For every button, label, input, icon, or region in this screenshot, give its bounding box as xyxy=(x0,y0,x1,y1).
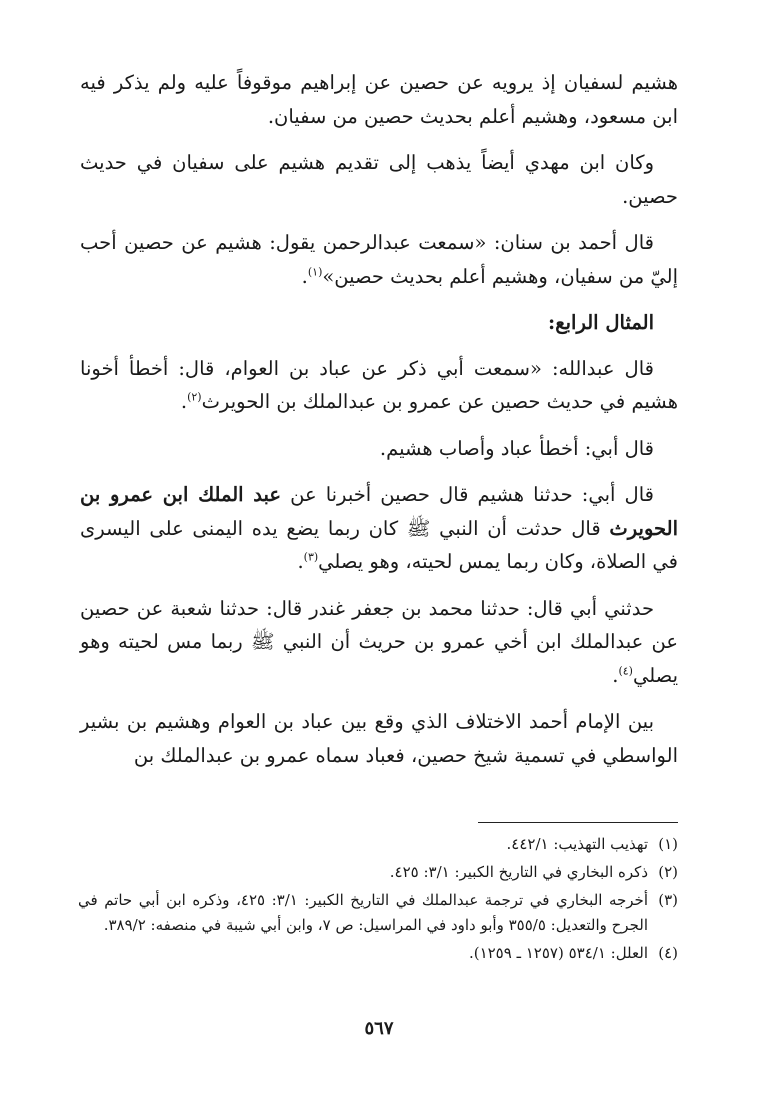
footnote xyxy=(78,832,678,857)
paragraph-3: قال أحمد بن سنان: «سمعت عبدالرحمن يقول: هشيم عن حصين أحب إليّ من سفيان، وهشيم أعلم بحديث حصين»$^{(١)}$. xyxy=(80,231,678,288)
footnote-number: (١) xyxy=(658,835,678,853)
footnote xyxy=(78,860,678,885)
paragraph-5: قال أبي: أخطأ عباد وأصاب هشيم. xyxy=(379,436,654,460)
paragraph-1: هشيم لسفيان إذ يرويه عن حصين عن إبراهيم موقوفاً عليه ولم يذكر فيه ابن مسعود، وهشيم أعلم بحديث حصين من سفيان. xyxy=(80,71,678,128)
footnote-text: ذكره البخاري في التاريخ الكبير: ٣/١: ٤٢٥. xyxy=(389,863,648,881)
footnote-number: (٣) xyxy=(658,891,678,909)
footnote-ref-1: (١) xyxy=(307,265,323,278)
paragraph-2: وكان ابن مهدي أيضاً يذهب إلى تقديم هشيم على سفيان في حديث حصين. xyxy=(80,151,678,208)
footnote-divider xyxy=(478,822,678,823)
paragraph-3-text: قال أحمد بن سنان: «سمعت عبدالرحمن يقول: هشيم عن حصين أحب إليّ من سفيان، وهشيم أعلم بحديث حصين» xyxy=(80,231,678,288)
footnote-ref-2: (٢) xyxy=(187,390,202,404)
footnote-text: العلل: ٥٣٤/١ (١٢٥٧ ـ ١٢٥٩). xyxy=(468,944,648,962)
footnote-ref-4: (٤) xyxy=(618,664,633,677)
footnote-text: تهذيب التهذيب: ٤٤٢/١. xyxy=(506,835,648,853)
footnote xyxy=(78,941,678,966)
paragraph-7: حدثني أبي قال: حدثنا محمد بن جعفر غندر قال: حدثنا شعبة عن حصين عن عبدالملك ابن أخي عمرو بن حريث أن النبي ﷺ ربما مس لحيته وهو يصلي$^{(٤)}$. xyxy=(80,596,678,687)
footnote-text: أخرجه البخاري في ترجمة عبدالملك في التاريخ الكبير: ٣/١: ٤٢٥، وذكره ابن أبي حاتم في الجرح والتعديل: ٣٥٥/٥ وأبو داود في المراسيل: ص ٧، وابن أبي شيبة في منصفه: ٣٨٩/٢. xyxy=(78,891,648,934)
paragraph-6-bold-name: عبد الملك ابن عمرو بن الحويرث xyxy=(80,483,678,540)
paragraph-8: بين الإمام أحمد الاختلاف الذي وقع بين عباد بن العوام وهشيم بن بشير الواسطي في تسمية شيخ حصين، فعباد سماه عمرو بن عبدالملك بن xyxy=(80,710,678,767)
page-number: ٥٦٧ xyxy=(364,1018,394,1039)
paragraph-6-text-b: قال حدثت أن النبي ﷺ كان ربما يضع يده اليمنى على اليسرى في الصلاة، وكان ربما يمس لحيته، وهو يصلي xyxy=(80,516,678,573)
footnote xyxy=(78,888,678,938)
paragraph-4: قال عبدالله: «سمعت أبي ذكر عن عباد بن العوام، قال: أخطأ أخونا هشيم في حديث حصين عن عمرو بن عبدالملك بن الحويرث$^{(٢)}$. xyxy=(80,356,678,413)
footnote-number: (٤) xyxy=(658,944,678,962)
paragraph-7-text: حدثني أبي قال: حدثنا محمد بن جعفر غندر قال: حدثنا شعبة عن حصين عن عبدالملك ابن أخي عمرو بن حريث أن النبي ﷺ ربما مس لحيته وهو يصلي xyxy=(80,596,678,687)
paragraph-6: قال أبي: حدثنا هشيم قال حصين أخبرنا عن عبد الملك ابن عمرو بن الحويرث قال حدثت أن النبي ﷺ كان ربما يضع يده اليمنى على اليسرى في الصلاة، وكان ربما يمس لحيته، وهو يصلي$^{(٣)}$. xyxy=(80,483,678,573)
footnotes xyxy=(78,832,678,969)
section-heading: المثال الرابع: xyxy=(548,311,654,334)
footnote-number: (٢) xyxy=(658,863,678,881)
footnote-ref-3: (٣) xyxy=(303,550,319,564)
paragraph-4-text: قال عبدالله: «سمعت أبي ذكر عن عباد بن العوام، قال: أخطأ أخونا هشيم في حديث حصين عن عمرو بن عبدالملك بن الحويرث xyxy=(80,356,678,413)
paragraph-6-text-a: قال أبي: حدثنا هشيم قال حصين أخبرنا عن xyxy=(290,483,654,506)
main-text xyxy=(80,66,678,785)
